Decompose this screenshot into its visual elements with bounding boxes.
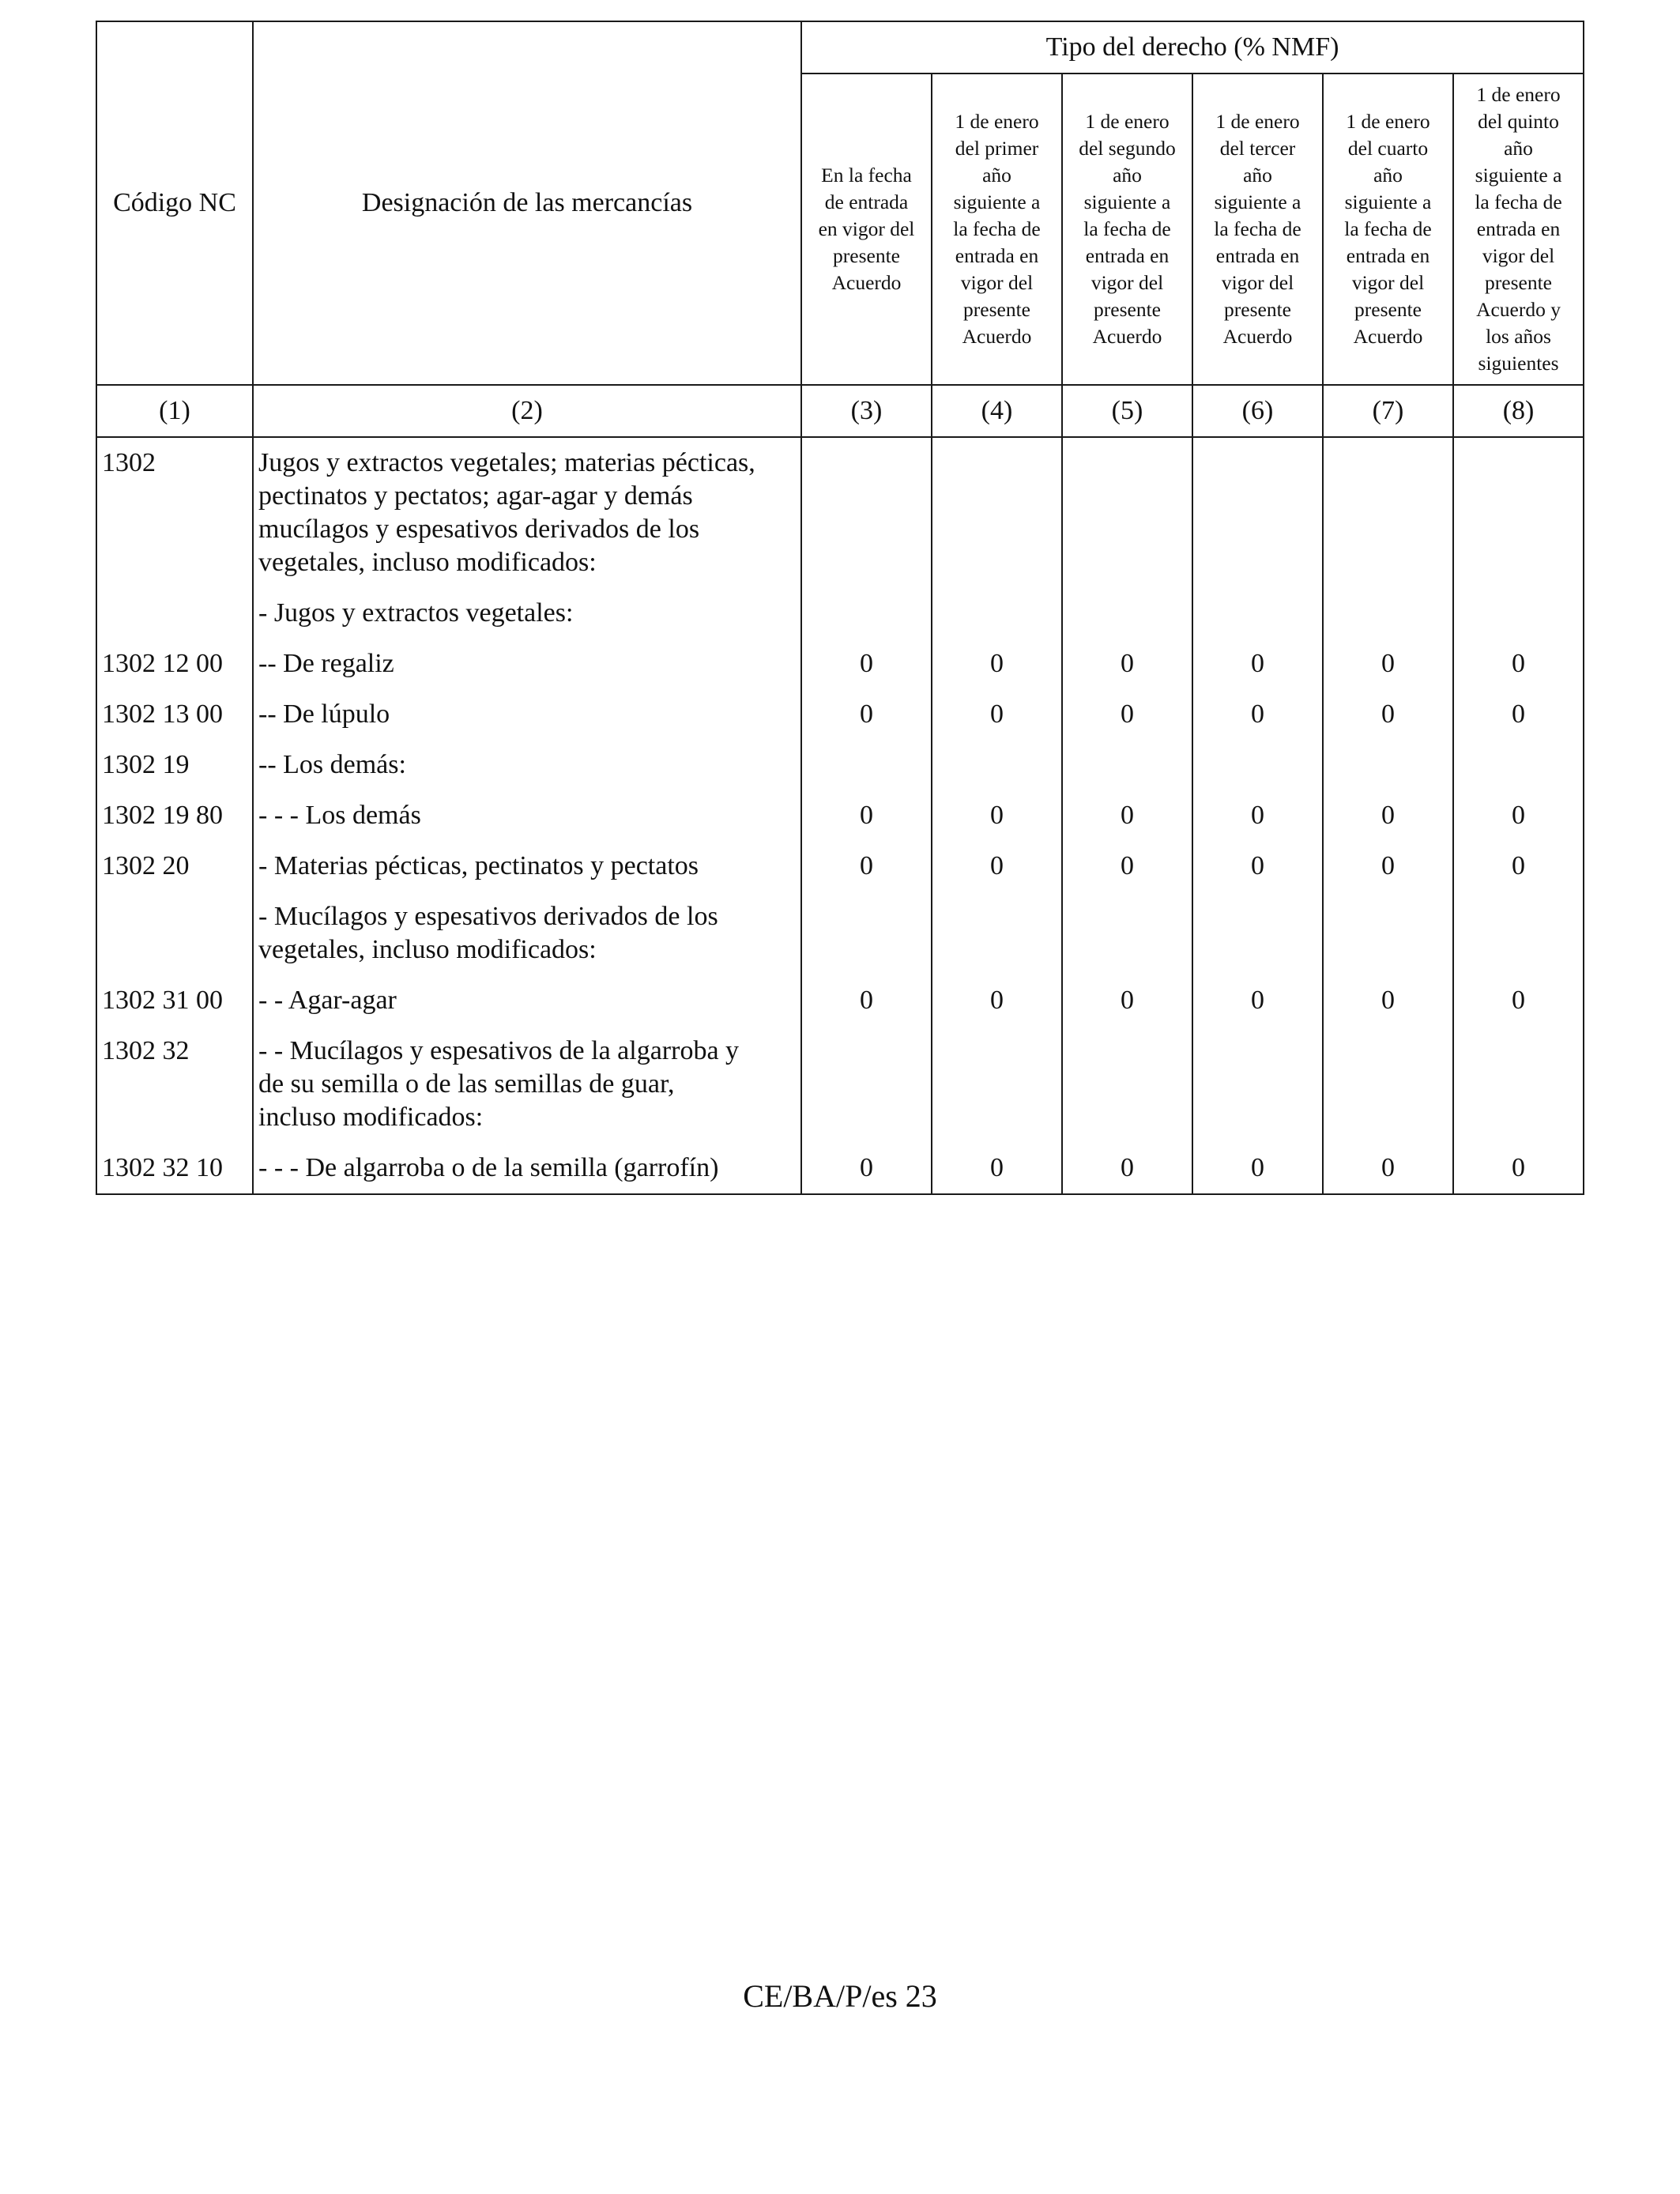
description-column [253,437,801,1194]
header-stage-line: siguientes [1478,352,1559,375]
rate-value [802,438,931,588]
rate-value [802,588,931,639]
code-cell [102,588,252,639]
header-stage-line: Acuerdo [1353,325,1423,348]
header-stage-line: del cuarto [1347,137,1429,160]
header-stage-line: presente [1094,298,1161,321]
header-stage-line: los años [1486,325,1551,348]
header-stage-line: del tercer [1219,137,1296,160]
code-cell: 1302 12 00 [102,649,223,678]
header-stage-line: del quinto [1478,110,1559,133]
rate-value: 0 [860,649,873,678]
rate-value: 0 [1512,1153,1526,1182]
header-stage-7 [1323,74,1453,385]
header-stage-line: la fecha de [1344,217,1432,240]
rate-value: 0 [990,1153,1004,1182]
code-cell: 1302 19 [102,750,190,779]
code-cell: 1302 32 10 [102,1153,223,1182]
header-stage-line: vigor del [960,271,1034,294]
column-number-7: (7) [1323,385,1453,437]
description-cell: -- De lúpulo [258,699,390,729]
header-stage-6 [1192,74,1323,385]
header-stage-line: año [1373,164,1403,187]
description-cell: - - - Los demás [258,801,421,830]
rate-value: 0 [990,801,1004,830]
header-stage-line: del segundo [1079,137,1176,160]
header-stage-line: En la fecha [821,164,912,187]
rate-value: 0 [1512,699,1526,729]
header-stage-line: siguiente a [1475,164,1562,187]
description-cell: - - - De algarroba o de la semilla (garrofín) [258,1153,719,1182]
column-number-8: (8) [1453,385,1584,437]
rate-value [932,1026,1061,1143]
description-line: - - Mucílagos y espesativos de la algarroba y [258,1036,740,1065]
description-cell: -- Los demás: [258,750,406,779]
rate-value [1193,438,1322,588]
header-stage-line: presente [1224,298,1291,321]
header-stage-line: 1 de enero [1346,110,1430,133]
rate-value [1063,588,1192,639]
header-stage-line: Acuerdo [1092,325,1162,348]
rate-value [1324,438,1452,588]
rate-value [1454,740,1583,790]
rate-value [1063,1026,1192,1143]
code-cell: 1302 31 00 [102,986,223,1015]
rate-value [1454,1026,1583,1143]
header-stage-line: del primer [955,137,1039,160]
rate-value: 0 [1512,649,1526,678]
header-stage-line: Acuerdo [831,271,902,294]
header-stage-line: entrada en [1346,244,1430,267]
rate-value [1324,1026,1452,1143]
header-stage-line: siguiente a [953,190,1041,213]
description-cell: - - Agar-agar [258,986,397,1015]
rate-column-7 [1323,437,1453,1194]
rate-value: 0 [1512,851,1526,880]
code-column [96,437,253,1194]
rate-value: 0 [860,851,873,880]
header-description: Designación de las mercancías [253,21,801,385]
description-line: - Mucílagos y espesativos derivados de los [258,902,718,931]
header-stage-line: 1 de enero [1085,110,1170,133]
rate-value [1193,588,1322,639]
rate-value: 0 [860,801,873,830]
rate-value: 0 [1381,801,1395,830]
code-cell [102,892,252,975]
description-cell: - Jugos y extractos vegetales: [258,598,574,628]
rate-value: 0 [990,986,1004,1015]
rate-value: 0 [1251,986,1264,1015]
header-stage-line: presente [1485,271,1553,294]
description-line: incluso modificados: [258,1103,484,1132]
rate-column-8 [1453,437,1584,1194]
header-stage-line: 1 de enero [955,110,1039,133]
header-stage-line: presente [1354,298,1422,321]
header-stage-line: vigor del [1090,271,1164,294]
header-stage-line: en vigor del [818,217,915,240]
header-stage-line: vigor del [1221,271,1294,294]
rate-value [1063,438,1192,588]
header-stage-8 [1453,74,1584,385]
rate-value: 0 [990,699,1004,729]
code-cell: 1302 32 [102,1036,190,1065]
rate-value: 0 [1121,801,1134,830]
page-footer-reference: CE/BA/P/es 23 [743,1978,937,2014]
header-stage-line: año [1243,164,1272,187]
column-number-3: (3) [801,385,932,437]
rate-value: 0 [1121,649,1134,678]
rate-value: 0 [1251,649,1264,678]
description-line: Jugos y extractos vegetales; materias pécticas, [258,448,755,477]
header-stage-3 [801,74,932,385]
rate-value: 0 [990,851,1004,880]
rate-value: 0 [1512,986,1526,1015]
rate-value [1324,892,1452,975]
rate-value [1193,740,1322,790]
rate-value: 0 [1381,649,1395,678]
rate-column-3 [801,437,932,1194]
rate-value [1193,1026,1322,1143]
header-stage-line: año [982,164,1011,187]
rate-value: 0 [990,649,1004,678]
header-stage-line: vigor del [1482,244,1555,267]
code-cell: 1302 20 [102,851,190,880]
header-stage-line: presente [833,244,900,267]
rate-value [932,588,1061,639]
rate-value: 0 [1381,699,1395,729]
description-cell [258,438,796,588]
description-line: mucílagos y espesativos derivados de los [258,515,700,544]
header-stage-line: la fecha de [1214,217,1301,240]
rate-value: 0 [1121,1153,1134,1182]
rate-value: 0 [1381,851,1395,880]
header-stage-line: Acuerdo y [1476,298,1561,321]
rate-value: 0 [860,986,873,1015]
header-stage-line: siguiente a [1214,190,1301,213]
rate-value [1063,892,1192,975]
code-cell: 1302 19 80 [102,801,223,830]
header-stage-line: Acuerdo [962,325,1032,348]
description-line: vegetales, incluso modificados: [258,548,597,577]
header-stage-line: entrada en [1085,244,1170,267]
code-cell: 1302 13 00 [102,699,223,729]
code-cell: 1302 [102,448,156,477]
rate-column-5 [1062,437,1192,1194]
header-rate-group: Tipo del derecho (% NMF) [801,21,1584,74]
rate-column-6 [1192,437,1323,1194]
header-stage-4 [932,74,1062,385]
rate-value: 0 [1251,851,1264,880]
header-stage-line: año [1113,164,1142,187]
column-number-4: (4) [932,385,1062,437]
rate-value [932,892,1061,975]
rate-value [802,892,931,975]
rate-value: 0 [1512,801,1526,830]
rate-value [1454,588,1583,639]
header-stage-line: entrada en [955,244,1039,267]
rate-column-4 [932,437,1062,1194]
tariff-table [96,21,1584,1195]
rate-value: 0 [1121,699,1134,729]
header-stage-line: 1 de enero [1215,110,1300,133]
rate-value: 0 [1381,1153,1395,1182]
header-stage-line: la fecha de [953,217,1041,240]
column-number-6: (6) [1192,385,1323,437]
header-stage-5 [1062,74,1192,385]
rate-value: 0 [1121,986,1134,1015]
rate-value [1063,740,1192,790]
rate-value: 0 [1251,699,1264,729]
header-stage-line: la fecha de [1475,190,1562,213]
rate-value [802,1026,931,1143]
header-stage-line: la fecha de [1083,217,1171,240]
description-cell: -- De regaliz [258,649,394,678]
rate-value: 0 [860,699,873,729]
header-stage-line: vigor del [1351,271,1425,294]
rate-value [1454,438,1583,588]
rate-value: 0 [860,1153,873,1182]
rate-value [1324,588,1452,639]
rate-value: 0 [1121,851,1134,880]
description-line: pectinatos y pectatos; agar-agar y demás [258,481,693,511]
header-stage-line: siguiente a [1344,190,1432,213]
rate-value [1454,892,1583,975]
table-body-row [96,437,1584,1194]
description-cell: - Materias pécticas, pectinatos y pectatos [258,851,699,880]
column-number-5: (5) [1062,385,1192,437]
header-stage-line: 1 de enero [1476,83,1561,106]
header-stage-line: presente [963,298,1030,321]
rate-value: 0 [1381,986,1395,1015]
header-stage-line: siguiente a [1083,190,1171,213]
header-stage-line: año [1504,137,1533,160]
rate-value: 0 [1251,1153,1264,1182]
header-stage-line: de entrada [824,190,909,213]
header-stage-line: Acuerdo [1222,325,1293,348]
column-number-1: (1) [96,385,253,437]
description-cell [258,892,796,975]
rate-value [802,740,931,790]
rate-value [1324,740,1452,790]
description-cell [258,1026,796,1143]
header-stage-line: entrada en [1215,244,1300,267]
description-line: vegetales, incluso modificados: [258,935,597,964]
column-number-2: (2) [253,385,801,437]
description-line: de su semilla o de las semillas de guar, [258,1069,675,1099]
rate-value: 0 [1251,801,1264,830]
header-stage-line: entrada en [1476,217,1561,240]
rate-value [932,740,1061,790]
rate-value [1193,892,1322,975]
rate-value [932,438,1061,588]
column-number-row [96,385,1584,437]
header-code: Código NC [96,21,253,385]
